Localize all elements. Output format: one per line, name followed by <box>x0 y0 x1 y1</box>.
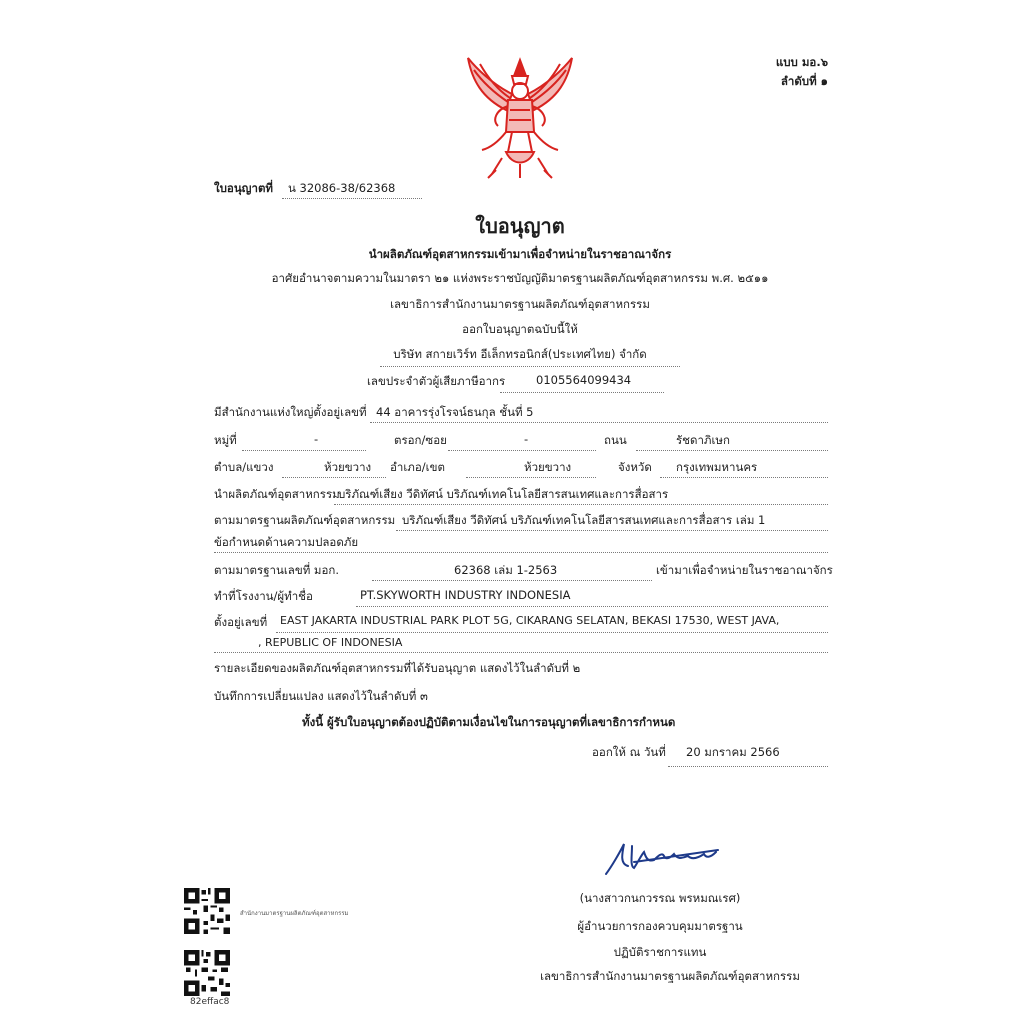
authority-line: อาศัยอำนาจตามความในมาตรา ๒๑ แห่งพระราชบัญญัติมาตรฐานผลิตภัณฑ์อุตสาหกรรม พ.ศ. ๒๕๑๑ <box>271 271 769 285</box>
product-value: บริภัณฑ์เสียง วีดิทัศน์ บริภัณฑ์เทคโนโลยีสารสนเทศและการสื่อสาร <box>338 487 669 501</box>
company-name: บริษัท สกายเวิร์ท อีเล็กทรอนิกส์(ประเทศไทย) จำกัด <box>393 347 647 361</box>
issued-date: 20 มกราคม 2566 <box>686 745 780 759</box>
moo-value: - <box>314 432 319 446</box>
moo-label: หมู่ที่ <box>214 433 237 447</box>
road-label: ถนน <box>604 433 627 447</box>
subdistrict-label: ตำบล/แขวง <box>214 460 274 474</box>
tis-label: ตามมาตรฐานเลขที่ มอก. <box>214 563 340 577</box>
issue-to-line: ออกใบอนุญาตฉบับนี้ให้ <box>462 322 578 336</box>
road-value: รัชดาภิเษก <box>676 433 730 447</box>
tax-id-label: เลขประจำตัวผู้เสียภาษีอากร <box>367 374 506 388</box>
tis-suffix: เข้ามาเพื่อจำหน่ายในราชอาณาจักร <box>656 563 833 577</box>
soi-value: - <box>524 432 529 446</box>
standard-value-2: ข้อกำหนดด้านความปลอดภัย <box>214 535 359 549</box>
head-office-value: 44 อาคารรุ่งโรจน์ธนกุล ชั้นที่ 5 <box>376 405 534 419</box>
signer-title-3: เลขาธิการสำนักงานมาตรฐานผลิตภัณฑ์อุตสาหกรรม <box>540 969 800 983</box>
license-no-value: น 32086-38/62368 <box>288 181 396 195</box>
subdistrict-value: ห้วยขวาง <box>324 460 372 474</box>
factory-address-line1: EAST JAKARTA INDUSTRIAL PARK PLOT 5G, CIKARANG SELATAN, BEKASI 17530, WEST JAVA, <box>280 614 780 627</box>
garuda-emblem-icon <box>462 54 578 182</box>
signer-name: (นางสาวกนกวรรณ พรหมณเรศ) <box>579 891 741 905</box>
condition-line: ทั้งนี้ ผู้รับใบอนุญาตต้องปฏิบัติตามเงื่อนไขในการอนุญาตที่เลขาธิการกำหนด <box>302 715 676 729</box>
form-code: แบบ มอ.๖ <box>775 55 828 69</box>
district-value: ห้วยขวาง <box>524 460 572 474</box>
standard-label: ตามมาตรฐานผลิตภัณฑ์อุตสาหกรรม <box>214 513 396 527</box>
form-order: ลำดับที่ ๑ <box>780 74 828 88</box>
head-office-label: มีสำนักงานแห่งใหญ่ตั้งอยู่เลขที่ <box>214 405 367 419</box>
issued-label: ออกให้ ณ วันที่ <box>592 745 666 759</box>
factory-address-line2: , REPUBLIC OF INDONESIA <box>258 636 403 649</box>
qr-code-icon <box>184 888 230 934</box>
issuer-line: เลขาธิการสำนักงานมาตรฐานผลิตภัณฑ์อุตสาหกรรม <box>390 297 650 311</box>
tax-id-value: 0105564099434 <box>536 373 632 387</box>
qr-code-icon <box>184 950 230 996</box>
factory-label: ทำที่โรงงาน/ผู้ทำชื่อ <box>214 589 313 603</box>
signature-image <box>598 836 738 880</box>
signer-title-1: ผู้อำนวยการกองควบคุมมาตรฐาน <box>577 919 743 933</box>
document-title: ใบอนุญาต <box>475 214 565 238</box>
province-value: กรุงเทพมหานคร <box>676 460 758 474</box>
signer-title-2: ปฏิบัติราชการแทน <box>613 945 707 959</box>
document-subtitle: นำผลิตภัณฑ์อุตสาหกรรมเข้ามาเพื่อจำหน่ายในราชอาณาจักร <box>368 247 672 261</box>
soi-label: ตรอก/ซอย <box>394 433 447 447</box>
factory-address-label: ตั้งอยู่เลขที่ <box>214 615 268 629</box>
province-label: จังหวัด <box>618 460 652 474</box>
qr-code-text: 82effac8 <box>190 997 230 1007</box>
detail-line: รายละเอียดของผลิตภัณฑ์อุตสาหกรรมที่ได้รับอนุญาต แสดงไว้ในลำดับที่ ๒ <box>214 661 581 675</box>
factory-value: PT.SKYWORTH INDUSTRY INDONESIA <box>360 588 571 602</box>
qr-caption: สำนักงานมาตรฐานผลิตภัณฑ์อุตสาหกรรม <box>240 910 349 917</box>
product-label: นำผลิตภัณฑ์อุตสาหกรรม <box>214 487 340 501</box>
license-no-label: ใบอนุญาตที่ <box>214 181 273 195</box>
standard-value: บริภัณฑ์เสียง วีดิทัศน์ บริภัณฑ์เทคโนโลยีสารสนเทศและการสื่อสาร เล่ม 1 <box>402 513 766 527</box>
district-label: อำเภอ/เขต <box>390 460 445 474</box>
change-line: บันทึกการเปลี่ยนแปลง แสดงไว้ในลำดับที่ ๓ <box>214 689 428 703</box>
tis-value: 62368 เล่ม 1-2563 <box>454 563 558 577</box>
